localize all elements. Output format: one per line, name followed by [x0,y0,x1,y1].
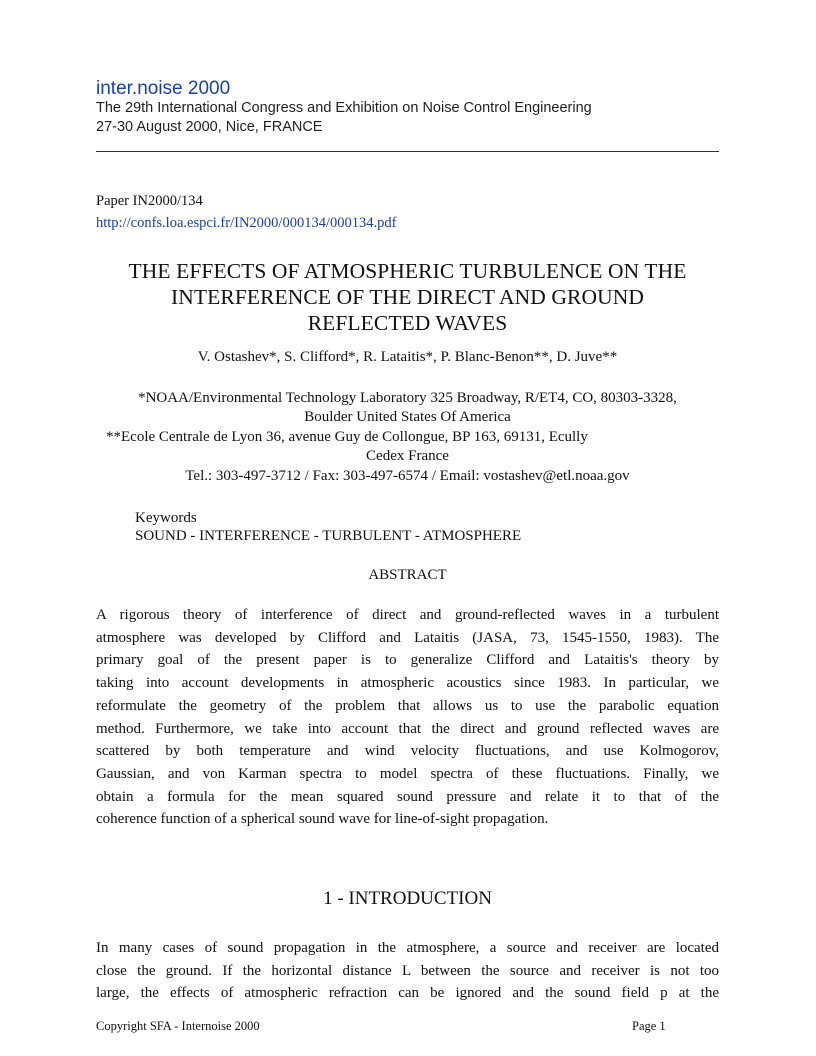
introduction-line: close the ground. If the horizontal distance L between the source and receiver is not too [96,962,719,979]
abstract-line: Gaussian, and von Karman spectra to model spectra of these fluctuations. Finally, we [96,765,719,782]
introduction-line: In many cases of sound propagation in the atmosphere, a source and receiver are located [96,940,719,956]
abstract-line: atmosphere was developed by Clifford and Lataitis (JASA, 73, 1545-1550, 1983). The [96,629,719,646]
title-line: INTERFERENCE OF THE DIRECT AND GROUND [171,285,644,309]
section-heading-introduction: 1 - INTRODUCTION [323,888,492,909]
header-divider [96,151,719,152]
conference-dates-location: 27-30 August 2000, Nice, FRANCE [96,119,323,135]
abstract-body [96,604,719,831]
affiliation-line: Boulder United States Of America [304,409,511,425]
footer-copyright: Copyright SFA - Internoise 2000 [96,1019,260,1033]
introduction-body [96,937,719,1005]
affiliation-line: Cedex France [366,448,449,464]
paper-url-link[interactable]: http://confs.loa.espci.fr/IN2000/000134/000134.pdf [96,215,397,231]
contact-line: Tel.: 303-497-3712 / Fax: 303-497-6574 / Email: vostashev@etl.noaa.gov [185,468,630,484]
abstract-line: method. Furthermore, we take into account that the direct and ground reflected waves are [96,720,719,737]
title-line: THE EFFECTS OF ATMOSPHERIC TURBULENCE ON THE [128,259,687,283]
abstract-line: coherence function of a spherical sound wave for line-of-sight propagation. [96,811,549,828]
abstract-line: reformulate the geometry of the problem that allows us to use the parabolic equation [96,697,719,714]
paper-title [96,258,719,336]
abstract-line: scattered by both temperature and wind velocity fluctuations, and use Kolmogorov, [96,743,719,760]
keywords-label: Keywords [135,510,197,526]
abstract-line: primary goal of the present paper is to generalize Clifford and Lataitis's theory by [96,652,719,669]
affiliation-line: *NOAA/Environmental Technology Laboratory 325 Broadway, R/ET4, CO, 80303-3328, [138,390,677,406]
authors: V. Ostashev*, S. Clifford*, R. Lataitis*, P. Blanc-Benon**, D. Juve** [197,349,618,365]
abstract-line: obtain a formula for the mean squared sound pressure and relate it to that of the [96,788,719,805]
footer-page-number: Page 1 [632,1019,666,1033]
title-line: REFLECTED WAVES [307,311,508,335]
abstract-line: A rigorous theory of interference of direct and ground-reflected waves in a turbulent [96,607,719,623]
paper-id: Paper IN2000/134 [96,193,203,209]
abstract-line: taking into account developments in atmospheric acoustics since 1983. In particular, we [96,675,719,692]
conference-subtitle: The 29th International Congress and Exhibition on Noise Control Engineering [96,100,592,116]
affiliation-line: **Ecole Centrale de Lyon 36, avenue Guy de Collongue, BP 163, 69131, Ecully [106,429,588,445]
abstract-heading: ABSTRACT [368,567,447,583]
introduction-line: large, the effects of atmospheric refraction can be ignored and the sound field p at the [96,985,719,1002]
conference-name: inter.noise 2000 [96,78,231,99]
keywords-value: SOUND - INTERFERENCE - TURBULENT - ATMOSPHERE [135,528,522,544]
